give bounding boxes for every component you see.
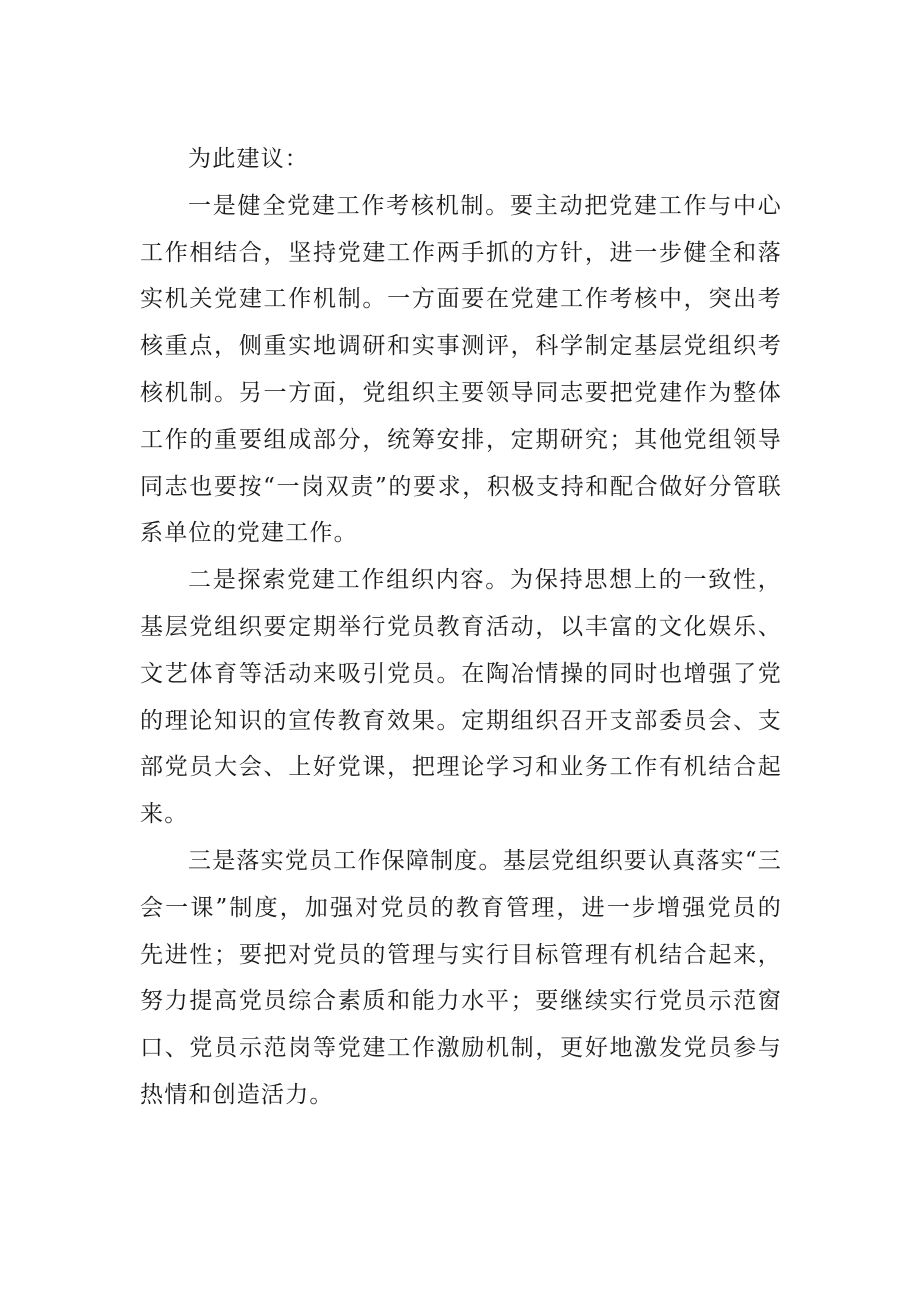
paragraph-intro: 为此建议： (188, 146, 309, 172)
document-body (140, 136, 782, 1119)
paragraph-point-three: 三是落实党员工作保障制度。基层党组织要认真落实“三会一课”制度，加强对党员的教育管理，进一步增强党员的先进性；要把对党员的管理与实行目标管理有机结合起来，努力提高党员综合素质和能力水平；要继续实行党员示范窗口、党员示范岗等党建工作激励机制，更好地激发党员参与热情和创造活力。 (140, 847, 782, 1108)
paragraph-point-two: 二是探索党建工作组织内容。为保持思想上的一致性，基层党组织要定期举行党员教育活动，以丰富的文化娱乐、文艺体育等活动来吸引党员。在陶冶情操的同时也增强了党的理论知识的宣传教育效果。定期组织召开支部委员会、支部党员大会、上好党课，把理论学习和业务工作有机结合起来。 (140, 567, 782, 828)
paragraph-point-one: 一是健全党建工作考核机制。要主动把党建工作与中心工作相结合，坚持党建工作两手抓的方针，进一步健全和落实机关党建工作机制。一方面要在党建工作考核中，突出考核重点，侧重实地调研和实事测评，科学制定基层党组织考核机制。另一方面，党组织主要领导同志要把党建作为整体工作的重要组成部分，统筹安排，定期研究；其他党组领导同志也要按“一岗双责”的要求，积极支持和配合做好分管联系单位的党建工作。 (140, 192, 782, 547)
